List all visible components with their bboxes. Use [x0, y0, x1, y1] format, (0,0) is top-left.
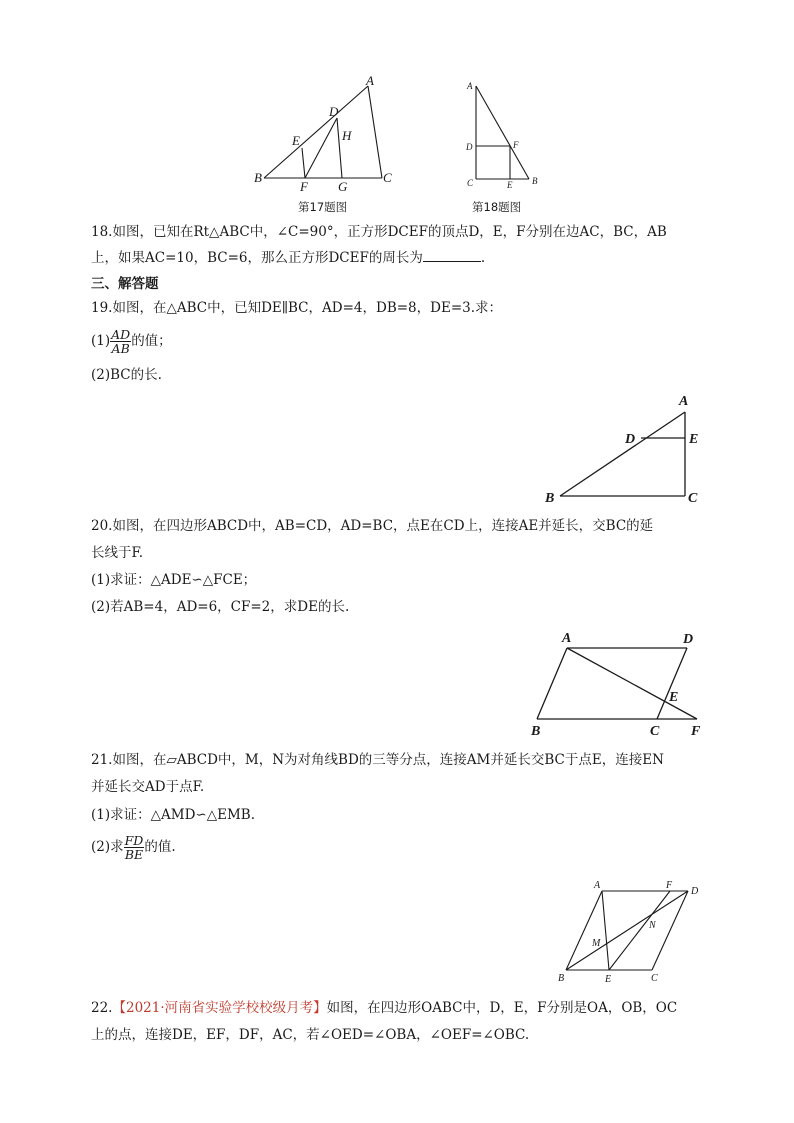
label-C: C [651, 973, 658, 984]
q21-line2: 并延长交AD于点F. [91, 779, 205, 795]
label-D: D [625, 432, 636, 447]
seg-af [567, 648, 697, 719]
frac-denominator: BE [124, 847, 144, 862]
seg-dg [337, 118, 342, 178]
label-C: C [467, 178, 474, 188]
q22-line1 [91, 999, 677, 1017]
q22-line2: 上的点，连接DE，EF，DF，AC，若∠OED=∠OBA，∠OEF=∠OBC. [91, 1027, 530, 1043]
q21-part2-pre: (2)求 [91, 839, 124, 855]
seg-ef [609, 891, 670, 970]
label-M: M [592, 938, 601, 949]
seg-ae [602, 891, 609, 970]
q21-line1: 21.如图，在▱ABCD中，M，N为对角线BD的三等分点，连接AM并延长交BC于点E，连接EN [91, 752, 664, 768]
q22-line1-text: 如图，在四边形OABC中，D，E，F分别是OA，OB，OC [326, 1000, 678, 1016]
label-H: H [342, 128, 352, 143]
fraction-ad-ab [110, 328, 131, 355]
label-C: C [383, 170, 392, 185]
seg-ef [302, 148, 305, 178]
label-F: F [691, 724, 701, 739]
q18-line1: 18.如图，已知在Rt△ABC中，∠C=90°，正方形DCEF的顶点D，E，F分别在边AC，BC，AB [91, 224, 667, 240]
q22-source-tag: 【2021·河南省实验学校校级月考】 [112, 1000, 327, 1016]
label-D: D [683, 632, 694, 647]
figure-18 [462, 78, 552, 193]
label-A: A [594, 880, 601, 891]
q18-line2-text: 上，如果AC=10，BC=6，那么正方形DCEF的周长为 [91, 250, 423, 266]
q20-part1: (1)求证：△ADE∽△FCE； [91, 572, 257, 588]
frac-denominator: AB [111, 341, 130, 356]
label-E: E [292, 133, 300, 148]
q19-part2: (2)BC的长. [91, 367, 162, 383]
q21-part1: (1)求证：△AMD∽△EMB. [91, 807, 255, 823]
label-A: A [679, 394, 689, 409]
seg-ba [560, 412, 685, 496]
q19-part1-text: 的值； [131, 333, 172, 349]
seg-ab [476, 86, 529, 179]
seg-ba [264, 86, 368, 178]
label-E: E [669, 690, 679, 705]
label-F: F [513, 140, 519, 150]
label-B: B [558, 973, 565, 984]
label-A: A [562, 631, 572, 646]
label-D: D [329, 104, 339, 119]
seg-ac [368, 86, 382, 178]
q21-part2-post: 的值. [144, 839, 176, 855]
q19-part1-num: (1) [91, 333, 111, 349]
q20-part2: (2)若AB=4，AD=6，CF=2，求DE的长. [91, 599, 350, 615]
label-A: A [366, 73, 374, 88]
label-B: B [545, 491, 555, 506]
label-E: E [689, 432, 699, 447]
q20-line1: 20.如图，在四边形ABCD中，AB=CD，AD=BC，点E在CD上，连接AE并延长，交BC的延 [91, 518, 654, 534]
q18-line2-end: . [480, 250, 486, 266]
q22-number: 22. [91, 1000, 113, 1016]
q19-part1 [91, 326, 172, 356]
q19-stem: 19.如图，在△ABC中，已知DE∥BC，AD=4，DB=8，DE=3.求： [91, 300, 503, 316]
figure-20 [525, 626, 710, 741]
q18-line2 [91, 249, 485, 267]
label-F: F [666, 880, 673, 891]
label-A: A [467, 81, 473, 91]
label-N: N [649, 920, 656, 931]
q20-line2: 长线于F. [91, 545, 144, 561]
section-heading: 三、解答题 [91, 276, 159, 292]
frac-numerator: AD [111, 327, 131, 342]
seg-dc [657, 648, 687, 719]
caption-fig18: 第18题图 [472, 200, 522, 214]
figure-17 [250, 72, 410, 192]
label-C: C [688, 491, 698, 506]
label-C: C [650, 724, 660, 739]
fraction-fd-be [124, 834, 145, 861]
label-E: E [507, 180, 513, 190]
label-B: B [254, 170, 262, 185]
q21-part2 [91, 832, 176, 862]
label-F: F [300, 179, 308, 194]
frac-numerator: FD [124, 833, 144, 848]
figure-19 [540, 390, 710, 510]
label-D: D [466, 142, 473, 152]
figure-21 [552, 876, 712, 988]
label-E: E [605, 974, 612, 985]
label-B: B [532, 176, 538, 186]
caption-fig17: 第17题图 [298, 200, 348, 214]
seg-ab [537, 648, 567, 719]
label-B: B [531, 724, 541, 739]
answer-blank [423, 249, 481, 262]
label-G: G [338, 179, 348, 194]
label-D: D [691, 886, 699, 897]
